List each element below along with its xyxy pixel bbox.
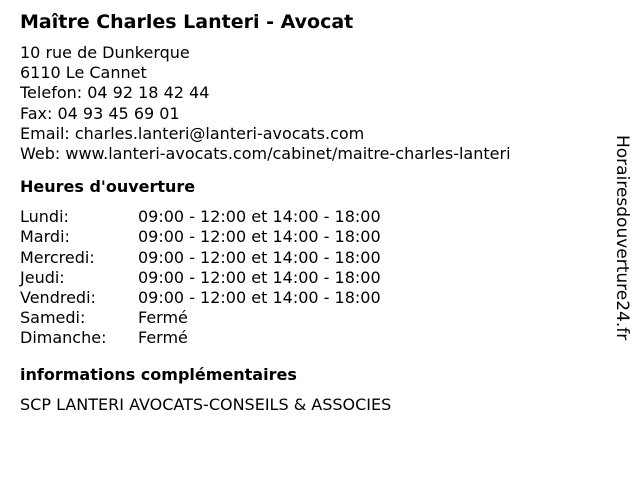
info-heading: informations complémentaires bbox=[20, 364, 297, 384]
day-label: Mercredi: bbox=[20, 247, 95, 267]
day-label: Jeudi: bbox=[20, 267, 65, 287]
hours-row-sunday bbox=[20, 328, 600, 348]
city-address: 6110 Le Cannet bbox=[20, 63, 147, 83]
page-title: Maître Charles Lanteri - Avocat bbox=[20, 11, 354, 33]
time-value: 09:00 - 12:00 et 14:00 - 18:00 bbox=[138, 267, 381, 287]
day-label: Lundi: bbox=[20, 207, 69, 227]
fax-number: Fax: 04 93 45 69 01 bbox=[20, 103, 180, 123]
hours-row-monday bbox=[20, 207, 600, 227]
hours-row-thursday bbox=[20, 268, 600, 288]
website-address: Web: www.lanteri-avocats.com/cabinet/maitre-charles-lanteri bbox=[20, 144, 511, 164]
day-label: Vendredi: bbox=[20, 288, 96, 308]
day-label: Samedi: bbox=[20, 308, 86, 328]
time-value: Fermé bbox=[138, 328, 188, 348]
hours-row-wednesday bbox=[20, 248, 600, 268]
hours-row-tuesday bbox=[20, 227, 600, 247]
hours-row-saturday bbox=[20, 308, 600, 328]
email-address: Email: charles.lanteri@lanteri-avocats.com bbox=[20, 123, 365, 143]
time-value: 09:00 - 12:00 et 14:00 - 18:00 bbox=[138, 227, 381, 247]
time-value: 09:00 - 12:00 et 14:00 - 18:00 bbox=[138, 247, 381, 267]
hours-heading: Heures d'ouverture bbox=[20, 177, 196, 197]
business-card bbox=[20, 0, 600, 415]
time-value: Fermé bbox=[138, 308, 188, 328]
day-label: Mardi: bbox=[20, 227, 70, 247]
time-value: 09:00 - 12:00 et 14:00 - 18:00 bbox=[138, 288, 381, 308]
hours-table bbox=[20, 207, 600, 348]
info-text: SCP LANTERI AVOCATS-CONSEILS & ASSOCIES bbox=[20, 394, 392, 414]
site-watermark: Horairesdouverture24.fr bbox=[612, 135, 632, 341]
day-label: Dimanche: bbox=[20, 328, 107, 348]
hours-row-friday bbox=[20, 288, 600, 308]
time-value: 09:00 - 12:00 et 14:00 - 18:00 bbox=[138, 207, 381, 227]
street-address: 10 rue de Dunkerque bbox=[20, 43, 190, 62]
phone-number: Telefon: 04 92 18 42 44 bbox=[20, 83, 210, 103]
contact-block bbox=[20, 43, 600, 164]
